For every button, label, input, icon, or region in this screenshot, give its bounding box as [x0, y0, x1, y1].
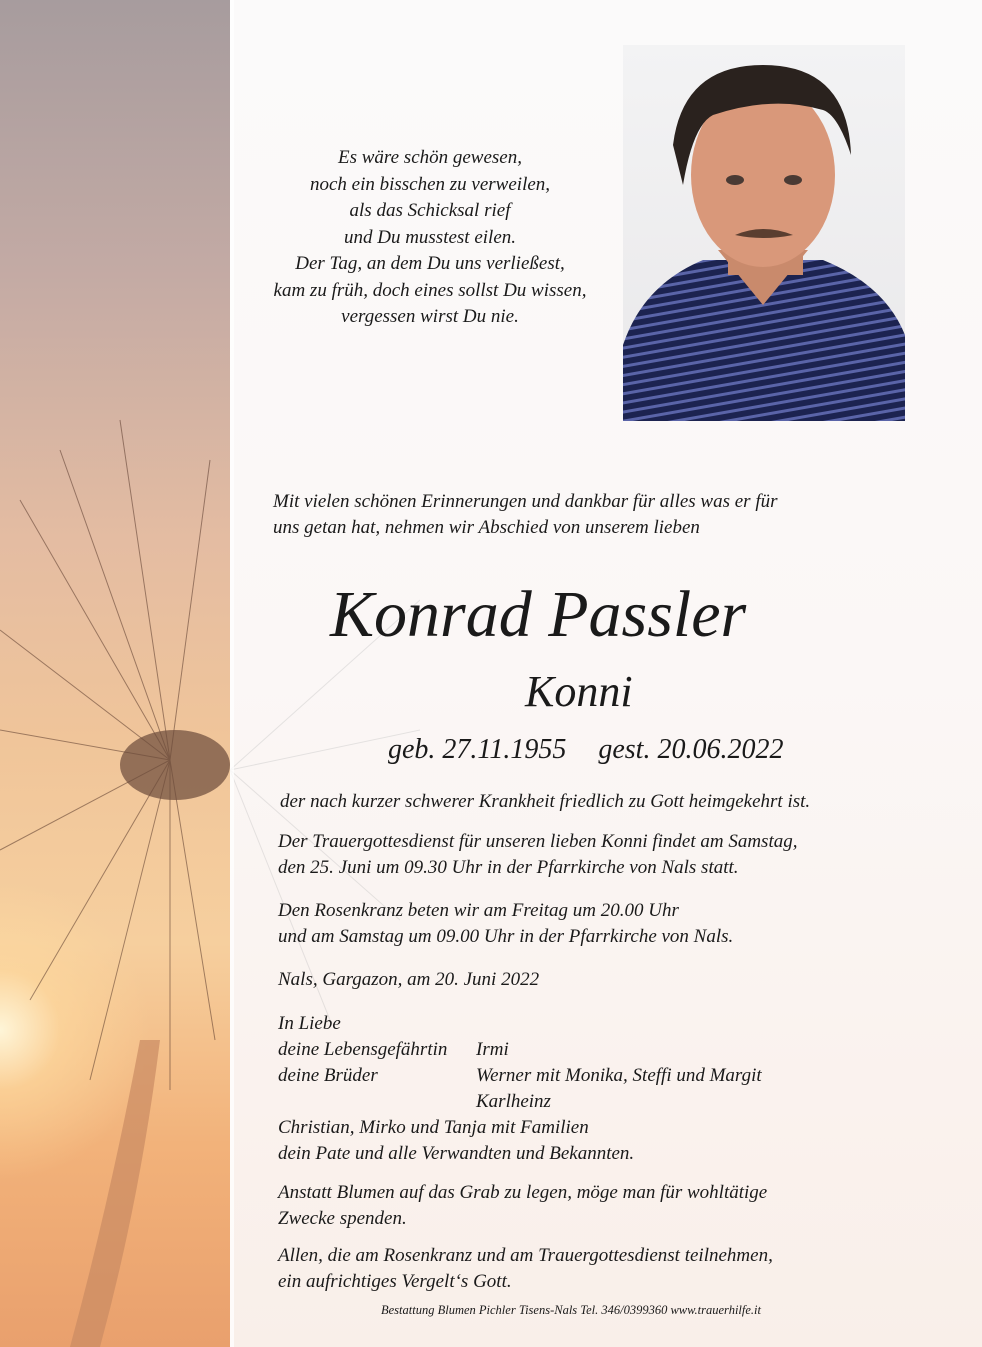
flowers-note-line: Zwecke spenden.: [278, 1208, 407, 1229]
mourner-relation: deine Brüder: [278, 1065, 378, 1086]
mourner-row: [278, 1063, 942, 1089]
death-line: der nach kurzer schwerer Krankheit friedlich zu Gott heimgekehrt ist.: [280, 791, 811, 812]
mourner-names: Karlheinz: [476, 1091, 551, 1112]
poem-line: als das Schicksal rief: [349, 200, 511, 221]
rosary-line: und am Samstag um 09.00 Uhr in der Pfarrkirche von Nals.: [278, 926, 734, 947]
memorial-poem: [230, 145, 630, 331]
mourner-relation: [278, 1089, 476, 1115]
intro-text: [273, 489, 942, 541]
poem-line: noch ein bisschen zu verweilen,: [309, 173, 551, 195]
funeral-home-footer: Bestattung Blumen Pichler Tisens-Nals Tel. 346/0399360 www.trauerhilfe.it: [381, 1303, 761, 1317]
portrait-photo: [623, 45, 905, 421]
mourners-list: [278, 1011, 942, 1167]
thanks-text: [278, 1243, 942, 1295]
rosary-line: Den Rosenkranz beten wir am Freitag um 20.00 Uhr: [278, 900, 679, 921]
poem-line: und Du musstest eilen.: [343, 226, 517, 248]
poem-line: kam zu früh, doch eines sollst Du wissen,: [273, 279, 587, 301]
mourner-relation: deine Lebensgefährtin: [278, 1039, 448, 1060]
mourner-extra: Christian, Mirko und Tanja mit Familien: [278, 1117, 589, 1138]
rosary-text: [278, 898, 942, 950]
flowers-note: [278, 1180, 942, 1232]
mourner-row: [278, 1037, 942, 1063]
intro-line: Mit vielen schönen Erinnerungen und dankbar für alles was er für: [273, 491, 778, 512]
thanks-line: ein aufrichtiges Vergelt‘s Gott.: [278, 1271, 512, 1292]
deceased-nickname: Konni: [525, 667, 633, 716]
flowers-note-line: Anstatt Blumen auf das Grab zu legen, möge man für wohltätige: [278, 1182, 768, 1203]
mourner-names: Irmi: [476, 1039, 509, 1060]
life-dates: [388, 732, 942, 768]
poem-line: Der Tag, an dem Du uns verließest,: [295, 253, 565, 274]
poem-line: vergessen wirst Du nie.: [341, 306, 519, 327]
birth-date: geb. 27.11.1955: [388, 734, 567, 765]
poem-line: Es wäre schön gewesen,: [338, 147, 522, 168]
service-line: Der Trauergottesdienst für unseren lieben Konni findet am Samstag,: [278, 831, 798, 852]
death-date: gest. 20.06.2022: [598, 734, 784, 765]
mourner-extra: dein Pate und alle Verwandten und Bekannten.: [278, 1143, 635, 1164]
funeral-service-text: [278, 829, 942, 881]
mourner-row: [278, 1089, 942, 1115]
deceased-name: Konrad Passler: [330, 578, 747, 651]
place-date: Nals, Gargazon, am 20. Juni 2022: [278, 969, 540, 990]
thanks-line: Allen, die am Rosenkranz und am Trauergottesdienst teilnehmen,: [278, 1245, 773, 1266]
mourners-heading: In Liebe: [278, 1013, 341, 1034]
intro-line: uns getan hat, nehmen wir Abschied von unserem lieben: [273, 517, 700, 538]
service-line: den 25. Juni um 09.30 Uhr in der Pfarrkirche von Nals statt.: [278, 857, 739, 878]
mourner-names: Werner mit Monika, Steffi und Margit: [476, 1065, 762, 1086]
